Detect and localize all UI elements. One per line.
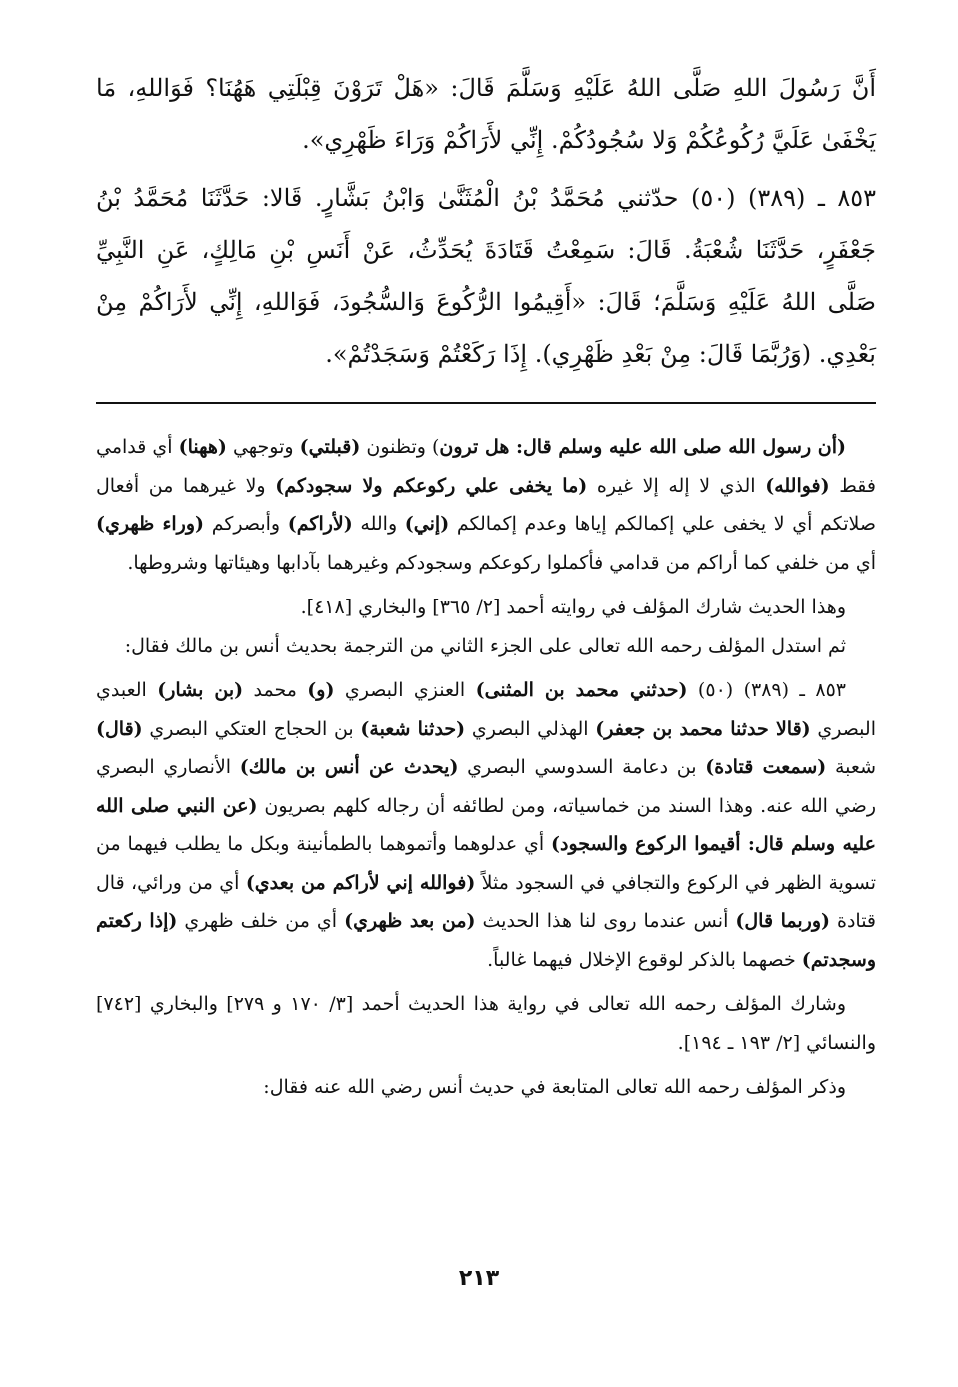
bold-quote: (يحدث عن أنس بن مالك) <box>239 756 459 778</box>
bold-quote: (ما يخفى علي ركوعكم ولا سجودكم) <box>275 474 588 497</box>
commentary-paragraph-5: وشارك المؤلف رحمه الله تعالى في رواية هذا الحديث أحمد [٣/ ١٧٠ و ٢٧٩] والبخاري [٧٤٢] والنسائي [٢/ ١٩٣ ـ ١٩٤]. <box>96 993 876 1054</box>
commentary-section <box>96 428 876 1107</box>
bold-quote: (حدثني محمد بن المثنى) <box>475 679 688 701</box>
hadith-text-section <box>96 62 876 380</box>
bold-quote: (أن رسول الله صلى الله عليه وسلم قال: هل ترون <box>439 436 846 458</box>
commentary-paragraph-3: ثم استدل المؤلف رحمه الله تعالى على الجزء الثاني من الترجمة بحديث أنس بن مالك فقال: <box>124 634 846 657</box>
page-number: ٢١٣ <box>458 1266 500 1291</box>
bold-quote: (إني) <box>404 513 450 535</box>
bold-quote: (قالا حدثنا محمد بن جعفر) <box>595 717 811 740</box>
commentary-paragraph-2: وهذا الحديث شارك المؤلف في روايته أحمد [٢/ ٣٦٥] والبخاري [٤١٨]. <box>300 596 846 618</box>
hadith-text-paragraph-2: ٨٥٣ ـ (٣٨٩) (٥٠) حدّثني مُحَمَّدُ بْنُ الْمُثَنَّىٰ وَابْنُ بَشَّارٍ. قَالا: حَدَّثَنَا مُحَمَّدُ بْنُ جَعْفَرٍ، حَدَّثَنَا شُعْبَةُ. قَالَ: سَمِعْتُ قَتَادَةَ يُحَدِّثُ، عَنْ أَنَسِ بْنِ مَالِكٍ، عَنِ النَّبِيِّ صَلَّى اللهُ عَلَيْهِ وَسَلَّمَ؛ قَالَ: «أَقِيمُوا الرُّكُوعَ وَالسُّجُودَ، فَوَاللهِ، إِنِّي لأَرَاكُمْ مِنْ بَعْدِي. (وَرُبَّمَا قَالَ: مِنْ بَعْدِ ظَهْرِي). إِذَا رَكَعْتُمْ وَسَجَدْتُمْ». <box>96 184 877 368</box>
footnote-divider <box>96 402 876 404</box>
bold-quote: (ههنا) <box>178 436 227 458</box>
commentary-paragraph-1: (أن رسول الله صلى الله عليه وسلم قال: هل ترون) وتظنون (قبلتي) وتوجهي (ههنا) أي قدامي فقط (فوالله) الذي لا إله إلا غيره (ما يخفى علي ركوعكم ولا سجودكم) ولا غيرهما من أفعال صلاتكم أي لا يخفى علي إكمالكم إياها وعدم إكمالكم (إني) والله (لأراكم) وأبصركم (وراء ظهري) أي من خلفي كما أراكم من قدامي فأكملوا ركوعكم وسجودكم وغيرهما بآدابها وهيئاتها وشروطها. <box>96 436 876 574</box>
commentary-paragraph-6: وذكر المؤلف رحمه الله تعالى المتابعة في حديث أنس رضي الله عنه فقال: <box>263 1076 846 1098</box>
bold-quote: (بن بشار) <box>157 679 244 701</box>
bold-quote: (وراء ظهري) <box>96 513 205 535</box>
bold-quote: (فوالله) <box>765 474 830 497</box>
bold-quote: (وربما قال) <box>735 910 830 932</box>
bold-quote: (قال) <box>96 717 143 740</box>
bold-quote: (فوالله إني لأراكم من بعدي) <box>245 871 476 894</box>
bold-quote: (إذا ركعتم وسجدتم) <box>96 910 876 971</box>
commentary-paragraph-4: ٨٥٣ ـ (٣٨٩) (٥٠) (حدثني محمد بن المثنى) العنزي البصري (و) محمد (بن بشار) العبدي البصري (قالا حدثنا محمد بن جعفر) الهذلي البصري (حدثنا شعبة) بن الحجاج العتكي البصري (قال) شعبة (سمعت قتادة) بن دعامة السدوسي البصري (يحدث عن أنس بن مالك) الأنصاري البصري رضي الله عنه. وهذا السند من خماسياته، ومن لطائفه أن رجاله كلهم بصريون (عن النبي صلى الله عليه وسلم قال: أقيموا الركوع والسجود) أي عدلوهما وأتموهما بالطمأنينة وبكل ما يطلب فيهما من تسوية الظهر في الركوع والتجافي في السجود مثلاً (فوالله إني لأراكم من بعدي) أي من ورائي، قال قتادة (وربما قال) أنس عندما روى لنا هذا الحديث (من بعد ظهري) أي من خلف ظهري (إذا ركعتم وسجدتم) خصهما بالذكر لوقوع الإخلال فيهما غالباً. <box>96 679 877 971</box>
hadith-text-paragraph-1: أَنَّ رَسُولَ اللهِ صَلَّى اللهُ عَلَيْهِ وَسَلَّمَ قَالَ: «هَلْ تَرَوْنَ قِبْلَتِي هَهُنَا؟ فَوَاللهِ، مَا يَخْفَىٰ عَلَيَّ رُكُوعُكُمْ وَلا سُجُودُكُمْ. إِنِّي لأَرَاكُمْ وَرَاءَ ظَهْرِي». <box>96 74 876 154</box>
bold-quote: (و) <box>307 679 335 701</box>
bold-quote: (سمعت قتادة) <box>705 756 827 778</box>
bold-quote: (من بعد ظهري) <box>344 910 476 932</box>
bold-quote: (عن النبي صلى الله عليه وسلم قال: أقيموا الركوع والسجود) <box>96 794 876 855</box>
bold-quote: (لأراكم) <box>287 513 353 535</box>
bold-quote: (قبلتي) <box>299 436 361 458</box>
bold-quote: (حدثنا شعبة) <box>360 717 466 740</box>
book-page <box>96 62 876 1372</box>
